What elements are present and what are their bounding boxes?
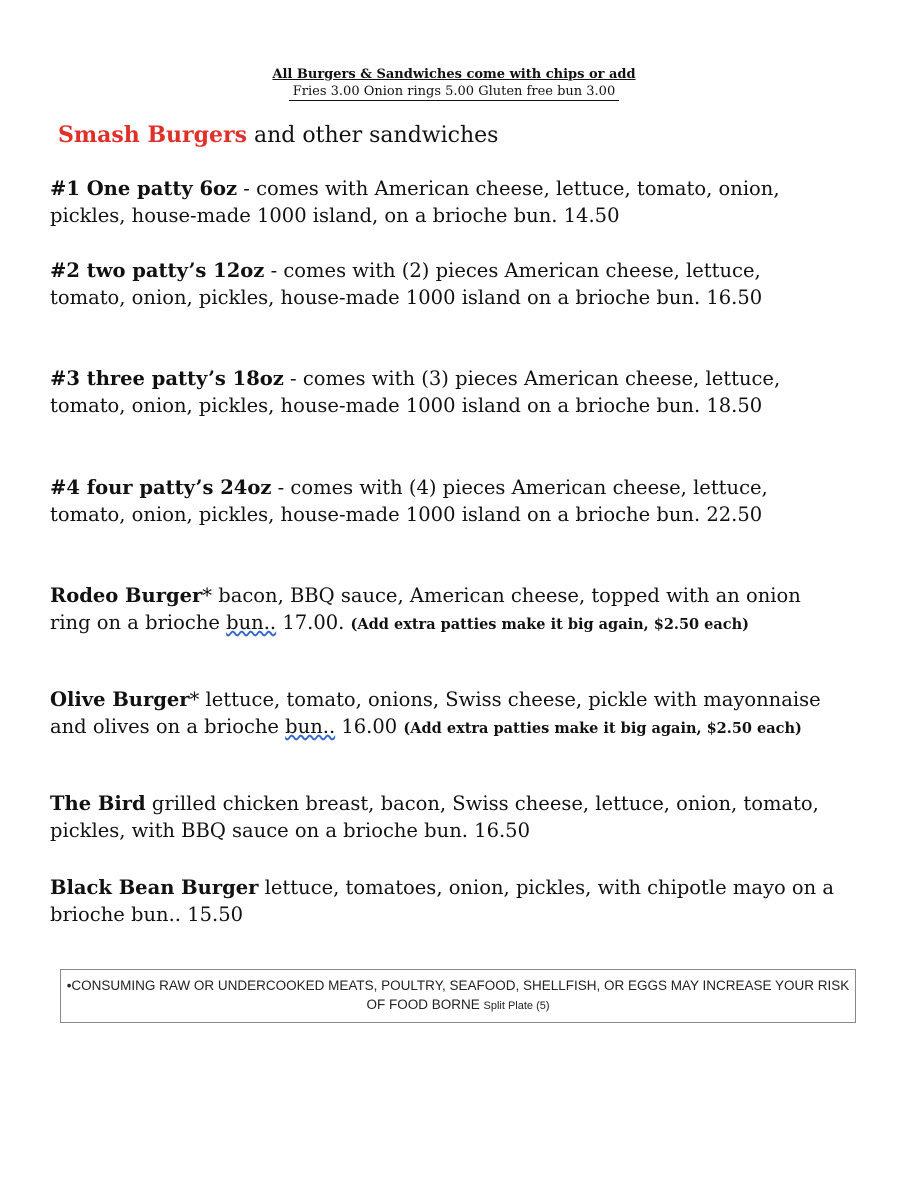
menu-item bbox=[50, 175, 840, 229]
item-name: The Bird bbox=[50, 792, 146, 815]
item-name: #3 three patty’s 18oz bbox=[50, 367, 284, 390]
item-description: - comes with (3) pieces American cheese, lettuce, tomato, onion, pickles, house-made 1000 island on a brioche bun. 18.50 bbox=[50, 367, 781, 417]
food-safety-disclaimer bbox=[60, 969, 856, 1023]
item-description: - comes with American cheese, lettuce, tomato, onion, pickles, house-made 1000 island, on a brioche bun. 14.50 bbox=[50, 177, 780, 227]
section-title-rest: and other sandwiches bbox=[247, 123, 499, 148]
menu-header bbox=[0, 66, 908, 101]
item-name: Rodeo Burger bbox=[50, 584, 203, 607]
item-name: Black Bean Burger bbox=[50, 876, 259, 899]
item-name: #4 four patty’s 24oz bbox=[50, 476, 272, 499]
menu-item bbox=[50, 257, 840, 311]
sides-heading: All Burgers & Sandwiches come with chips or add bbox=[272, 67, 636, 82]
split-plate-note: Split Plate (5) bbox=[483, 1000, 550, 1012]
menu-item bbox=[50, 790, 840, 844]
menu-item bbox=[50, 582, 840, 638]
item-description: grilled chicken breast, bacon, Swiss cheese, lettuce, onion, tomato, pickles, with BBQ sauce on a brioche bun. 16.50 bbox=[50, 792, 819, 842]
item-name: #1 One patty 6oz bbox=[50, 177, 238, 200]
disclaimer-text: •CONSUMING RAW OR UNDERCOOKED MEATS, POULTRY, SEAFOOD, SHELLFISH, OR EGGS MAY INCREASE YOUR RISK OF FOOD BORNE bbox=[66, 978, 850, 1012]
menu-item bbox=[50, 365, 840, 419]
item-description: lettuce, tomatoes, onion, pickles, with chipotle mayo on a brioche bun.. 15.50 bbox=[50, 876, 835, 926]
item-note: (Add extra patties make it big again, $2.50 each) bbox=[350, 616, 750, 633]
item-bun-word: bun.. bbox=[285, 715, 336, 738]
item-name: Olive Burger bbox=[50, 688, 190, 711]
section-title-highlight: Smash Burgers bbox=[58, 122, 247, 148]
menu-item bbox=[50, 874, 840, 928]
item-name: #2 two patty’s 12oz bbox=[50, 259, 265, 282]
item-price: 17.00. bbox=[276, 611, 351, 634]
section-title bbox=[58, 122, 498, 148]
item-description: * bacon, BBQ sauce, American cheese, topped with an onion ring on a brioche bbox=[50, 584, 801, 634]
item-description: - comes with (4) pieces American cheese, lettuce, tomato, onion, pickles, house-made 1000 island on a brioche bun. 22.50 bbox=[50, 476, 768, 526]
item-note: (Add extra patties make it big again, $2.50 each) bbox=[403, 720, 802, 737]
item-price: 16.00 bbox=[335, 715, 404, 738]
item-description: * lettuce, tomato, onions, Swiss cheese, pickle with mayonnaise and olives on a brioche bbox=[50, 688, 821, 738]
menu-item bbox=[50, 474, 840, 528]
item-bun-word: bun.. bbox=[226, 611, 277, 634]
item-description: - comes with (2) pieces American cheese, lettuce, tomato, onion, pickles, house-made 1000 island on a brioche bun. 16.50 bbox=[50, 259, 763, 309]
sides-prices: Fries 3.00 Onion rings 5.00 Gluten free bun 3.00 bbox=[289, 83, 619, 101]
menu-item bbox=[50, 686, 840, 742]
